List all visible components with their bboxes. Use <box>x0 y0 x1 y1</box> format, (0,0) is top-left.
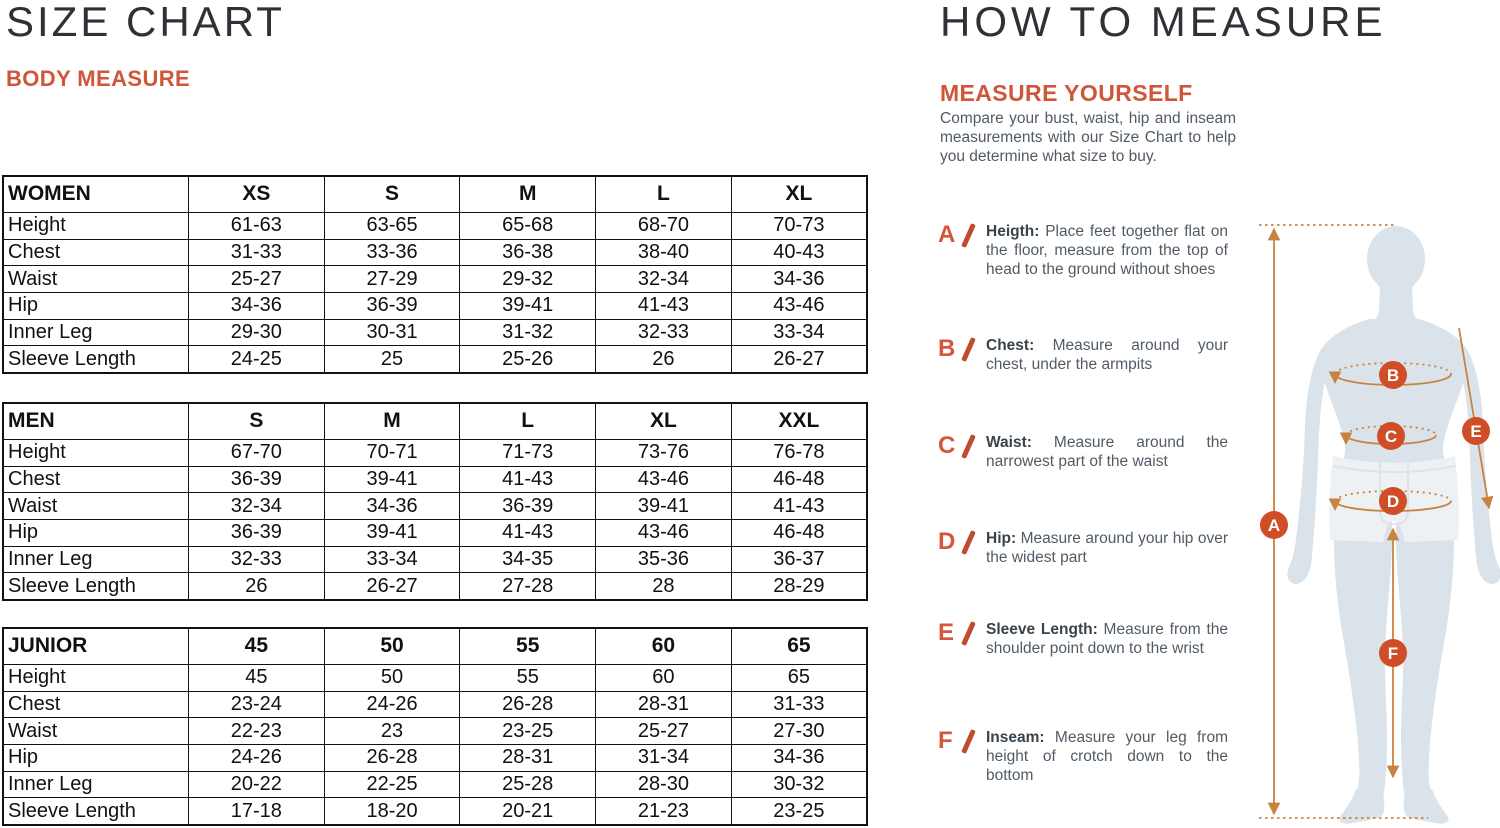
column-header: M <box>460 176 596 212</box>
cell-value: 65 <box>731 664 867 691</box>
size-table-junior <box>2 627 868 826</box>
cell-value: 24-26 <box>189 744 325 771</box>
measure-label: Chest: <box>986 337 1053 354</box>
cell-value: 32-34 <box>596 266 732 293</box>
cell-value: 26 <box>596 346 732 373</box>
table-row <box>3 718 867 745</box>
cell-value: 34-36 <box>731 744 867 771</box>
cell-value: 29-30 <box>189 319 325 346</box>
row-label: Hip <box>3 744 189 771</box>
cell-value: 39-41 <box>324 466 460 493</box>
column-header: M <box>324 403 460 439</box>
figure-marker-f: F <box>1387 644 1399 663</box>
cell-value: 50 <box>324 664 460 691</box>
cell-value: 27-30 <box>731 718 867 745</box>
row-label: Waist <box>3 266 189 293</box>
size-table-women <box>2 175 868 374</box>
figure-marker-e: E <box>1470 422 1482 441</box>
cell-value: 28 <box>596 573 732 600</box>
cell-value: 36-37 <box>731 546 867 573</box>
cell-value: 17-18 <box>189 798 325 825</box>
row-label: Inner Leg <box>3 319 189 346</box>
table-title: WOMEN <box>3 176 189 212</box>
cell-value: 31-34 <box>596 744 732 771</box>
cell-value: 23-24 <box>189 691 325 718</box>
cell-value: 33-36 <box>324 239 460 266</box>
row-label: Hip <box>3 292 189 319</box>
figure-marker-c: C <box>1384 427 1398 446</box>
cell-value: 28-31 <box>596 691 732 718</box>
cell-value: 68-70 <box>596 212 732 239</box>
cell-value: 41-43 <box>460 519 596 546</box>
column-header: L <box>460 403 596 439</box>
cell-value: 20-22 <box>189 771 325 798</box>
cell-value: 32-33 <box>189 546 325 573</box>
cell-value: 70-71 <box>324 439 460 466</box>
cell-value: 18-20 <box>324 798 460 825</box>
measure-letter: A <box>938 221 956 248</box>
measure-label: Inseam: <box>986 729 1055 746</box>
measure-label: Sleeve Length: <box>986 621 1104 638</box>
how-to-measure-title: HOW TO MEASURE <box>940 0 1387 45</box>
column-header: XL <box>731 176 867 212</box>
cell-value: 31-33 <box>731 691 867 718</box>
row-label: Sleeve Length <box>3 798 189 825</box>
cell-value: 32-33 <box>596 319 732 346</box>
cell-value: 46-48 <box>731 519 867 546</box>
cell-value: 32-34 <box>189 493 325 520</box>
table-row <box>3 691 867 718</box>
body-measurement-diagram <box>1253 188 1500 828</box>
table-row <box>3 212 867 239</box>
table-row <box>3 346 867 373</box>
cell-value: 67-70 <box>189 439 325 466</box>
cell-value: 30-31 <box>324 319 460 346</box>
cell-value: 22-23 <box>189 718 325 745</box>
cell-value: 25-27 <box>596 718 732 745</box>
row-label: Sleeve Length <box>3 573 189 600</box>
table-row <box>3 493 867 520</box>
cell-value: 21-23 <box>596 798 732 825</box>
row-label: Hip <box>3 519 189 546</box>
cell-value: 23-25 <box>460 718 596 745</box>
cell-value: 24-26 <box>324 691 460 718</box>
table-row <box>3 771 867 798</box>
table-title: JUNIOR <box>3 628 189 664</box>
cell-value: 31-32 <box>460 319 596 346</box>
row-label: Waist <box>3 493 189 520</box>
column-header: XS <box>189 176 325 212</box>
column-header: XL <box>596 403 732 439</box>
cell-value: 60 <box>596 664 732 691</box>
cell-value: 70-73 <box>731 212 867 239</box>
table-row <box>3 292 867 319</box>
cell-value: 29-32 <box>460 266 596 293</box>
row-label: Height <box>3 439 189 466</box>
measure-letter: E <box>938 619 955 646</box>
figure-marker-d: D <box>1386 492 1400 511</box>
table-row <box>3 319 867 346</box>
table-row <box>3 664 867 691</box>
cell-value: 34-36 <box>324 493 460 520</box>
measure-text: Inseam: Measure your leg from height of crotch down to the bottom <box>986 729 1229 784</box>
cell-value: 65-68 <box>460 212 596 239</box>
cell-value: 24-25 <box>189 346 325 373</box>
slash-icon <box>961 337 976 362</box>
cell-value: 43-46 <box>596 466 732 493</box>
measure-intro: Compare your bust, waist, hip and inseam measurements with our Size Chart to help you determine what size to buy. <box>940 110 1236 165</box>
cell-value: 41-43 <box>596 292 732 319</box>
measure-letter: B <box>938 335 956 362</box>
cell-value: 39-41 <box>324 519 460 546</box>
measure-item-c <box>938 433 1246 471</box>
slash-icon <box>961 434 976 459</box>
measure-item-a <box>938 222 1246 279</box>
table-row <box>3 266 867 293</box>
column-header: 60 <box>596 628 732 664</box>
measure-item-b <box>938 336 1246 374</box>
cell-value: 36-39 <box>324 292 460 319</box>
cell-value: 28-30 <box>596 771 732 798</box>
cell-value: 36-39 <box>189 519 325 546</box>
cell-value: 55 <box>460 664 596 691</box>
cell-value: 25 <box>324 346 460 373</box>
measure-item-f <box>938 728 1246 785</box>
slash-icon <box>961 729 976 754</box>
measure-item-e <box>938 620 1246 658</box>
cell-value: 26-27 <box>324 573 460 600</box>
table-row <box>3 744 867 771</box>
measure-text: Waist: Measure around the narrowest part of the waist <box>986 434 1229 470</box>
column-header: S <box>324 176 460 212</box>
cell-value: 30-32 <box>731 771 867 798</box>
header-row <box>3 176 867 212</box>
measure-letter: C <box>938 432 956 459</box>
column-header: S <box>189 403 325 439</box>
row-label: Waist <box>3 718 189 745</box>
measure-text: Heigth: Place feet together flat on the floor, measure from the top of head to the ground without shoes <box>986 223 1228 278</box>
measure-letter: F <box>938 727 953 754</box>
cell-value: 71-73 <box>460 439 596 466</box>
header-row <box>3 403 867 439</box>
column-header: 45 <box>189 628 325 664</box>
measure-yourself-heading: MEASURE YOURSELF <box>940 80 1193 106</box>
cell-value: 45 <box>189 664 325 691</box>
column-header: 55 <box>460 628 596 664</box>
measure-label: Waist: <box>986 434 1054 451</box>
cell-value: 38-40 <box>596 239 732 266</box>
cell-value: 40-43 <box>731 239 867 266</box>
column-header: 65 <box>731 628 867 664</box>
body-measure-label: BODY MEASURE <box>6 66 191 91</box>
row-label: Sleeve Length <box>3 346 189 373</box>
slash-icon <box>961 223 976 248</box>
row-label: Height <box>3 664 189 691</box>
table-row <box>3 546 867 573</box>
cell-value: 28-29 <box>731 573 867 600</box>
slash-icon <box>961 621 976 646</box>
cell-value: 63-65 <box>324 212 460 239</box>
cell-value: 76-78 <box>731 439 867 466</box>
cell-value: 41-43 <box>460 466 596 493</box>
cell-value: 26 <box>189 573 325 600</box>
cell-value: 43-46 <box>731 292 867 319</box>
cell-value: 36-39 <box>189 466 325 493</box>
row-label: Chest <box>3 239 189 266</box>
cell-value: 35-36 <box>596 546 732 573</box>
cell-value: 27-28 <box>460 573 596 600</box>
cell-value: 34-36 <box>189 292 325 319</box>
row-label: Inner Leg <box>3 771 189 798</box>
column-header: XXL <box>731 403 867 439</box>
column-header: L <box>596 176 732 212</box>
table-row <box>3 439 867 466</box>
cell-value: 26-27 <box>731 346 867 373</box>
measure-letter: D <box>938 528 956 555</box>
cell-value: 61-63 <box>189 212 325 239</box>
size-chart-title: SIZE CHART <box>6 0 285 45</box>
cell-value: 36-38 <box>460 239 596 266</box>
cell-value: 20-21 <box>460 798 596 825</box>
measure-label: Heigth: <box>986 223 1046 240</box>
cell-value: 25-28 <box>460 771 596 798</box>
table-title: MEN <box>3 403 189 439</box>
cell-value: 46-48 <box>731 466 867 493</box>
cell-value: 43-46 <box>596 519 732 546</box>
cell-value: 26-28 <box>324 744 460 771</box>
cell-value: 25-27 <box>189 266 325 293</box>
cell-value: 34-35 <box>460 546 596 573</box>
measure-text: Hip: Measure around your hip over the widest part <box>986 530 1228 566</box>
header-row <box>3 628 867 664</box>
column-header: 50 <box>324 628 460 664</box>
slash-icon <box>961 530 976 555</box>
cell-value: 25-26 <box>460 346 596 373</box>
row-label: Inner Leg <box>3 546 189 573</box>
cell-value: 28-31 <box>460 744 596 771</box>
row-label: Chest <box>3 691 189 718</box>
cell-value: 33-34 <box>324 546 460 573</box>
size-table-men <box>2 402 868 601</box>
figure-marker-b: B <box>1386 366 1400 385</box>
row-label: Height <box>3 212 189 239</box>
measure-label: Hip: <box>986 530 1021 547</box>
table-row <box>3 239 867 266</box>
cell-value: 73-76 <box>596 439 732 466</box>
cell-value: 31-33 <box>189 239 325 266</box>
cell-value: 39-41 <box>460 292 596 319</box>
measure-text: Sleeve Length: Measure from the shoulder point down to the wrist <box>986 621 1228 657</box>
figure-marker-a: A <box>1267 516 1281 535</box>
cell-value: 22-25 <box>324 771 460 798</box>
measure-text: Chest: Measure around your chest, under the armpits <box>986 337 1228 373</box>
cell-value: 23 <box>324 718 460 745</box>
cell-value: 33-34 <box>731 319 867 346</box>
cell-value: 41-43 <box>731 493 867 520</box>
cell-value: 34-36 <box>731 266 867 293</box>
cell-value: 23-25 <box>731 798 867 825</box>
cell-value: 39-41 <box>596 493 732 520</box>
cell-value: 36-39 <box>460 493 596 520</box>
table-row <box>3 519 867 546</box>
table-row <box>3 573 867 600</box>
cell-value: 26-28 <box>460 691 596 718</box>
table-row <box>3 798 867 825</box>
row-label: Chest <box>3 466 189 493</box>
table-row <box>3 466 867 493</box>
cell-value: 27-29 <box>324 266 460 293</box>
measure-item-d <box>938 529 1246 567</box>
